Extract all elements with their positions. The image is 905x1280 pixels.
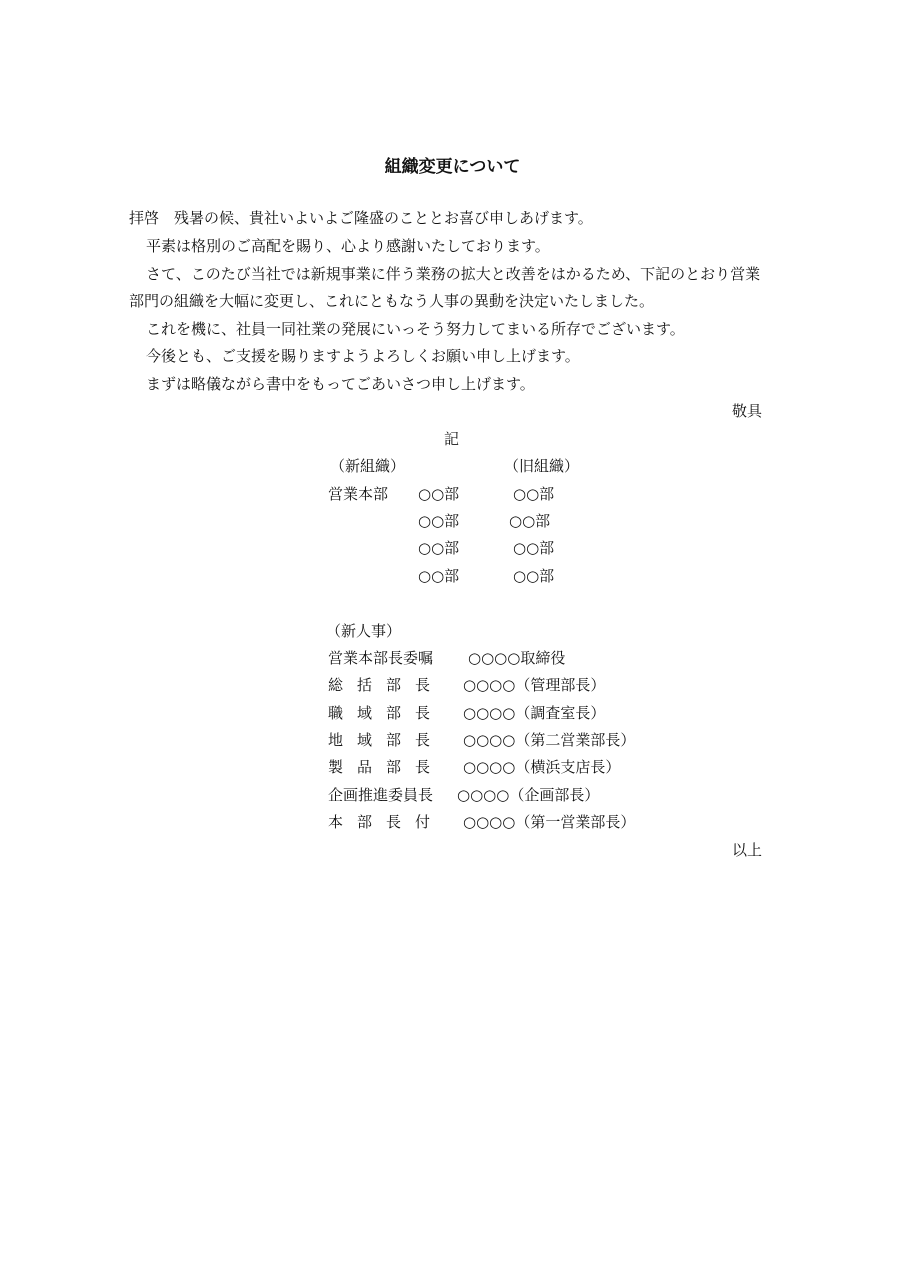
- position: 企画推進委員長: [328, 786, 434, 804]
- position: 製品部長: [328, 758, 445, 776]
- greeting-line: さて、このたび当社では新規事業に伴う業務の拡大と改善をはかるため、下記のとおり営業: [146, 265, 761, 283]
- group-label: 営業本部: [328, 485, 389, 503]
- old-dept: ○○部: [509, 512, 551, 530]
- person: ○○○○（調査室長）: [463, 704, 606, 722]
- closing-ijou: 以上: [731, 841, 762, 859]
- ki-heading: 記: [444, 430, 460, 448]
- person: ○○○○（管理部長）: [463, 676, 606, 694]
- person: ○○○○（第二営業部長）: [463, 731, 636, 749]
- header-new-org: （新組織）: [330, 457, 406, 475]
- greeting-line: 拝啓 残暑の候、貴社いよいよご隆盛のこととお喜び申しあげます。: [129, 209, 593, 227]
- position: 営業本部長委嘱: [328, 649, 434, 667]
- person: ○○○○取締役: [468, 649, 566, 667]
- header-old-org: （旧組織）: [504, 457, 580, 475]
- old-dept: ○○部: [513, 567, 555, 585]
- position: 総括部長: [328, 676, 445, 694]
- closing-keigu: 敬具: [731, 402, 762, 420]
- new-dept: ○○部: [418, 485, 460, 503]
- new-dept: ○○部: [418, 567, 460, 585]
- new-dept: ○○部: [418, 512, 460, 530]
- person: ○○○○（横浜支店長）: [463, 758, 621, 776]
- greeting-line: これを機に、社員一同社業の発展にいっそう努力してまいる所存でございます。: [146, 320, 685, 338]
- person: ○○○○（企画部長）: [457, 786, 600, 804]
- old-dept: ○○部: [513, 539, 555, 557]
- document-title: 組織変更について: [384, 157, 521, 177]
- old-dept: ○○部: [513, 485, 555, 503]
- greeting-line: まずは略儀ながら書中をもってごあいさつ申し上げます。: [146, 375, 535, 393]
- person: ○○○○（第一営業部長）: [463, 813, 636, 831]
- greeting-line: 平素は格別のご高配を賜り、心より感謝いたしております。: [146, 237, 550, 255]
- position: 地域部長: [328, 731, 445, 749]
- new-dept: ○○部: [418, 539, 460, 557]
- personnel-header: （新人事）: [326, 622, 402, 640]
- position: 本部長付: [328, 813, 445, 831]
- greeting-line: 今後とも、ご支援を賜りますようよろしくお願い申し上げます。: [146, 347, 580, 365]
- position: 職域部長: [328, 704, 445, 722]
- greeting-line: 部門の組織を大幅に変更し、これにともなう人事の異動を決定いたしました。: [129, 292, 655, 310]
